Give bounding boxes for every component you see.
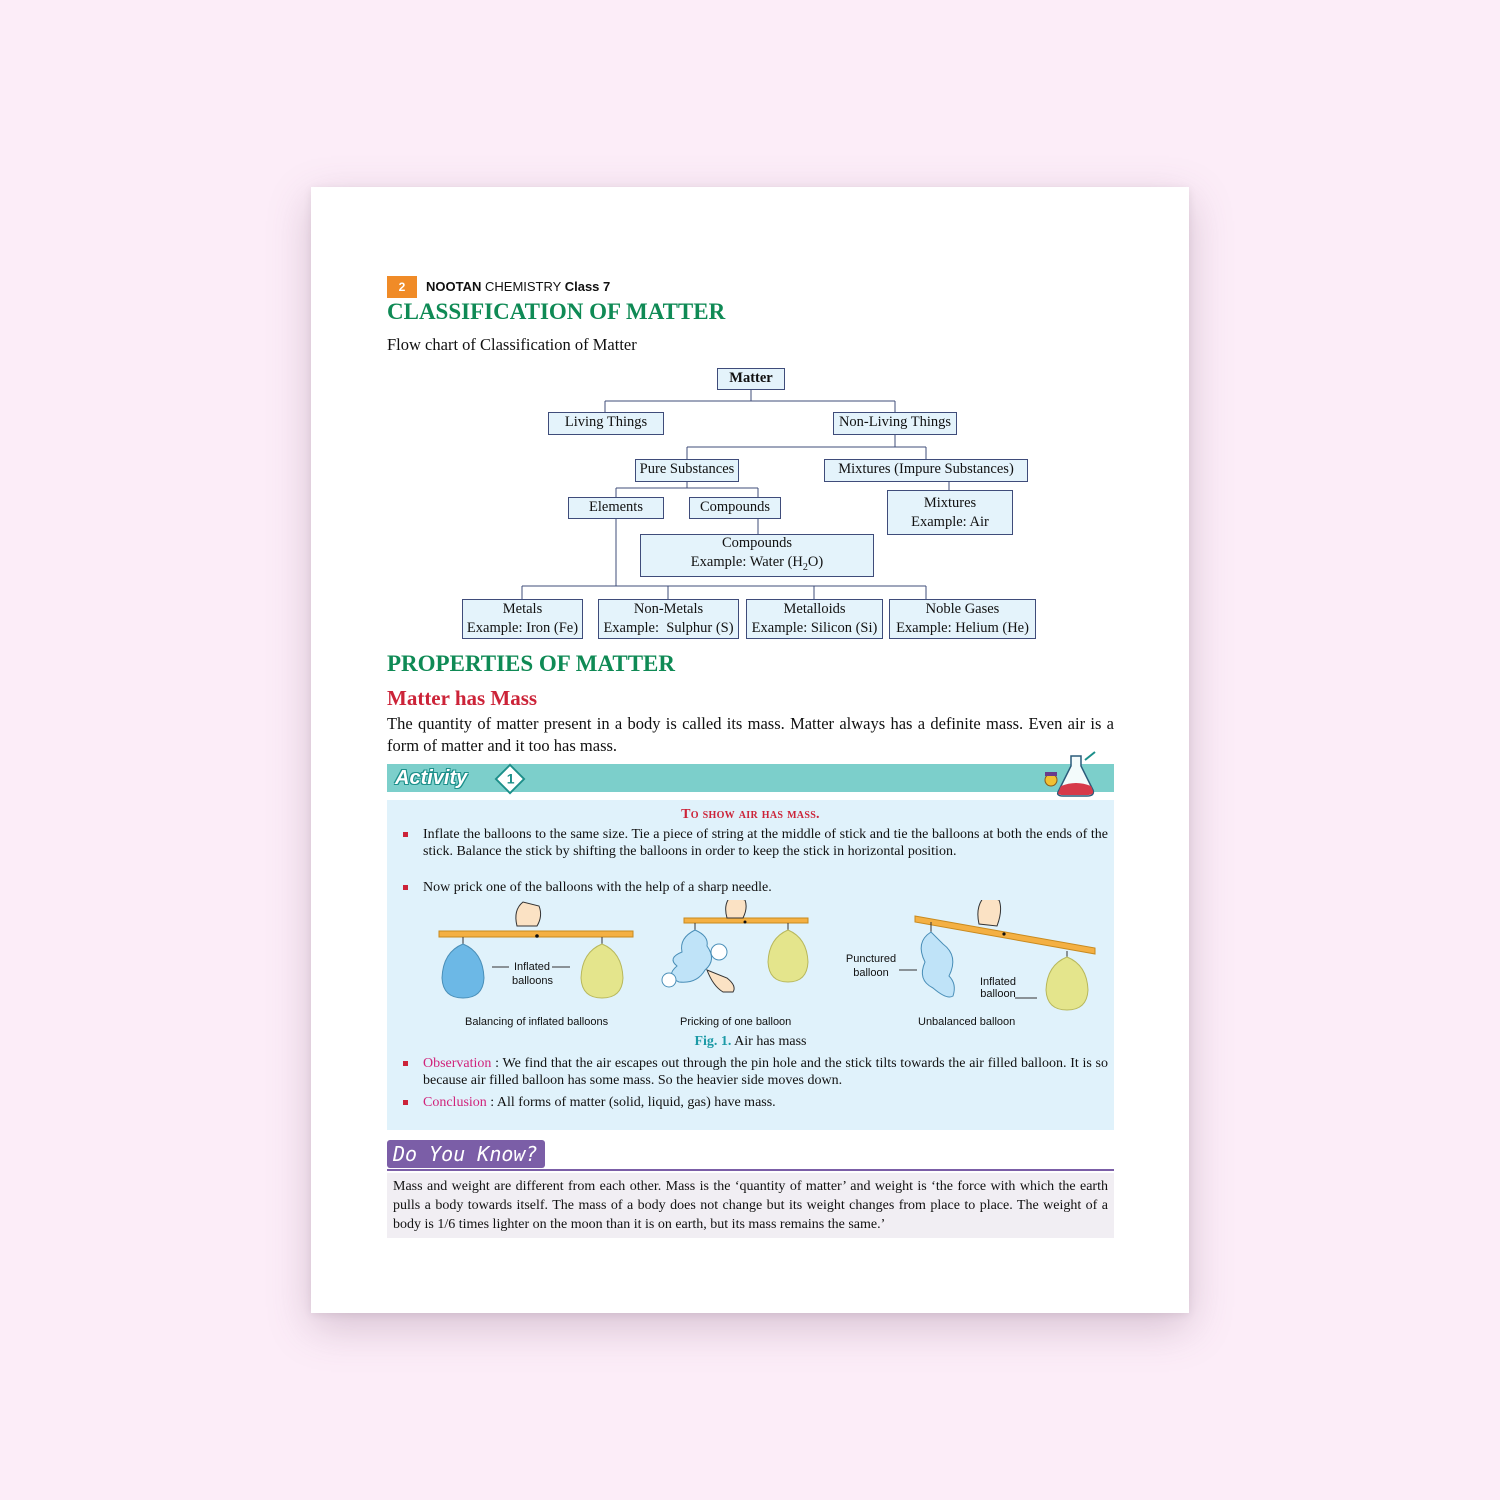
lab-flask-icon xyxy=(1041,750,1099,798)
did-you-know-rule xyxy=(387,1169,1114,1171)
fc-mixtures-example-title: Mixtures xyxy=(923,494,977,511)
flowchart-intro: Flow chart of Classification of Matter xyxy=(387,335,637,354)
did-you-know-box xyxy=(387,1173,1114,1238)
flowchart-connectors xyxy=(311,187,1189,647)
fc-pure-substances: Pure Substances xyxy=(635,459,739,482)
fc-elements: Elements xyxy=(568,497,664,519)
pricking-balloon-illustration xyxy=(662,900,808,992)
fc-metalloids: Metalloids Example: Silicon (Si) xyxy=(746,599,883,639)
activity-label: Activity xyxy=(391,763,507,793)
caption-pricking: Pricking of one balloon xyxy=(680,1016,792,1028)
activity-box xyxy=(387,800,1114,1130)
fc-mixtures-example xyxy=(887,490,1013,535)
caption-balancing: Balancing of inflated balloons xyxy=(465,1016,609,1028)
class-label: Class 7 xyxy=(564,279,611,294)
fc-non-metals: Non-Metals Example: Sulphur (S) xyxy=(598,599,739,639)
section-title-properties: PROPERTIES OF MATTER xyxy=(387,651,675,676)
activity-bullet-2: Now prick one of the balloons with the help of a sharp needle. xyxy=(403,879,1108,896)
subject: CHEMISTRY xyxy=(485,279,562,294)
caption-unbalanced: Unbalanced balloon xyxy=(918,1016,1016,1028)
fc-metals: Metals Example: Iron (Fe) xyxy=(462,599,583,639)
book-page xyxy=(311,187,1189,1313)
did-you-know-text: Mass and weight are different from each other. Mass is the ‘quantity of matter’ and weight is ‘the force with which the earth pulls a body towards itself. The mass of a body does not change but its weight changes from place to place. The weight of a body is 1/6 times lighter on the moon than it is on earth, but its mass remains the same.’ xyxy=(393,1179,1108,1232)
section-title-classification: CLASSIFICATION OF MATTER xyxy=(387,299,726,324)
brand: NOOTAN xyxy=(426,279,482,294)
activity-title: To show air has mass. xyxy=(681,807,820,822)
page-number: 2 xyxy=(387,276,417,298)
fc-non-living-things: Non-Living Things xyxy=(833,412,957,435)
fc-mixtures-example-text: Example: Air xyxy=(911,513,989,530)
subsection-title-mass: Matter has Mass xyxy=(387,686,538,710)
label-punctured-balloon: Punctured balloon xyxy=(845,953,897,979)
fc-living-things: Living Things xyxy=(548,412,664,435)
fc-compounds: Compounds xyxy=(689,497,781,519)
activity-banner xyxy=(387,764,1114,792)
observation-bullet: Observation : We find that the air escapes out through the pin hole and the stick tilts towards the air filled balloon. It is so because air filled balloon has some mass. So the heavier side moves down. xyxy=(403,1055,1108,1089)
fc-compounds-example-text: Example: Water $(H_2O)$ xyxy=(690,554,824,573)
did-you-know-tab: Do You Know? xyxy=(387,1140,545,1168)
fc-compounds-example-title: Compounds xyxy=(721,535,793,552)
label-inflated-balloons: Inflated balloons xyxy=(512,961,553,987)
activity-bullet-1: Inflate the balloons to the same size. Tie a piece of string at the middle of stick and tie the balloons at both the ends of the stick. Balance the stick by shifting the balloons in order to keep the stick in horizontal position. xyxy=(403,826,1108,860)
mass-paragraph: The quantity of matter present in a body is called its mass. Matter always has a definite mass. Even air is a form of matter and it too has mass. xyxy=(387,714,1114,755)
fc-noble-gases: Noble Gases Example: Helium (He) xyxy=(889,599,1036,639)
conclusion-bullet: Conclusion : All forms of matter (solid, liquid, gas) have mass. xyxy=(403,1094,1108,1111)
fc-compounds-example xyxy=(640,534,874,577)
fc-matter: Matter xyxy=(717,368,785,390)
fc-mixtures: Mixtures (Impure Substances) xyxy=(824,459,1028,482)
label-inflated-balloon: Inflated balloon xyxy=(979,976,1017,1000)
activity-number-badge: 1 xyxy=(494,763,525,794)
figure-caption: Fig. 1. Air has mass xyxy=(694,1034,807,1049)
